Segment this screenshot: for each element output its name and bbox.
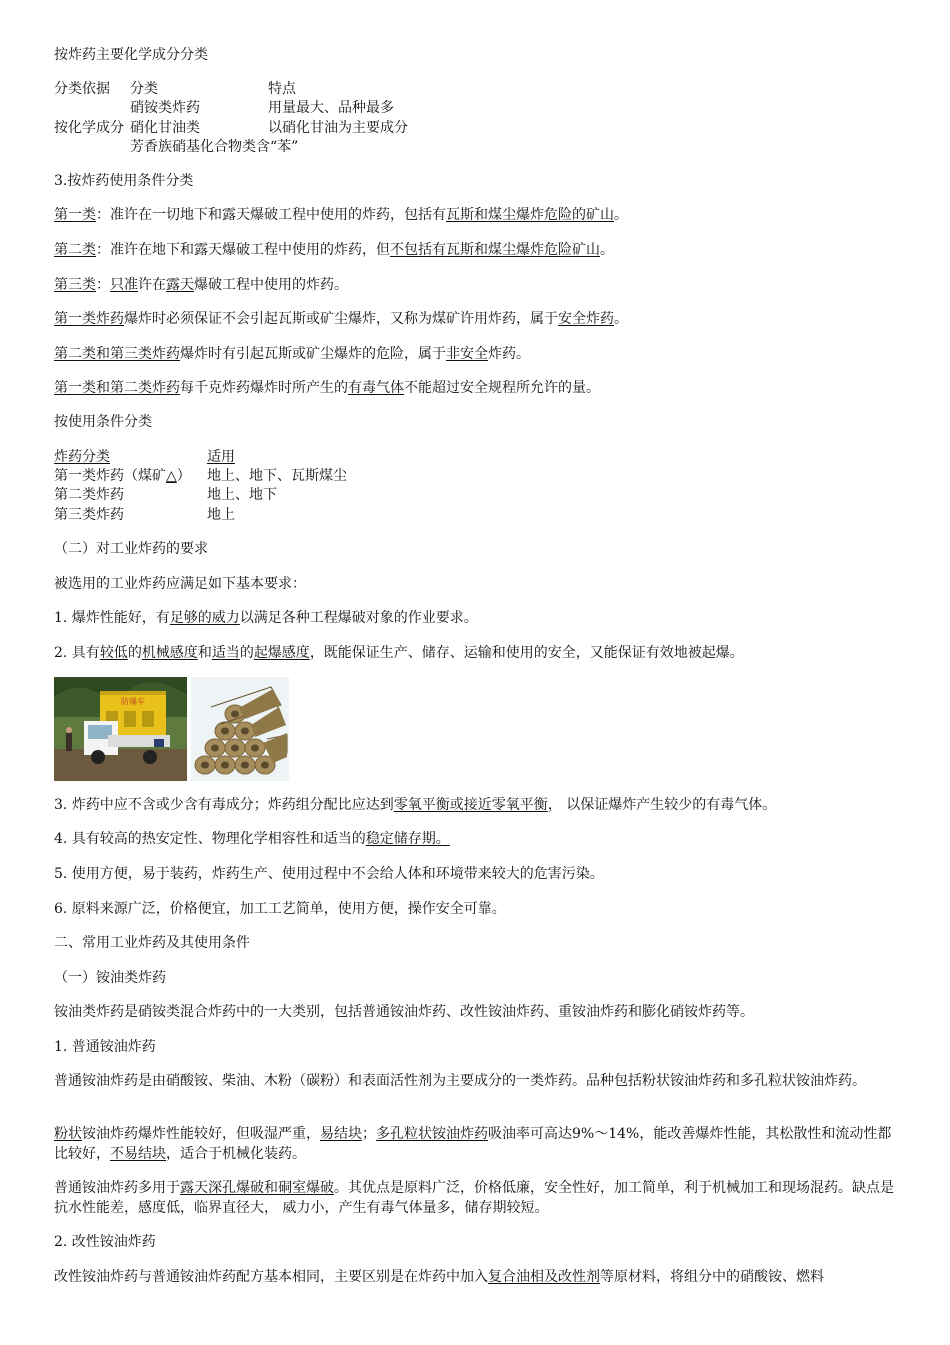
underlined-text: 第一类 <box>54 207 96 223</box>
explosive-cartridges-photo <box>191 677 289 781</box>
text: 不能超过安全规程所允许的量。 <box>404 380 600 396</box>
paragraph <box>54 1267 824 1287</box>
underlined-text: 第二类和第三类炸药 <box>54 346 180 362</box>
paragraph: 普通铵油炸药是由硝酸铵、柴油、木粉（碳粉）和表面活性剂为主要成分的一类炸药。品种包括粉状铵油炸药和多孔粒状铵油炸药。 <box>54 1073 866 1089</box>
paragraph <box>54 378 600 398</box>
text: 许在 <box>138 277 166 293</box>
table-cell: 地上、地下、瓦斯煤尘 <box>207 468 347 484</box>
text: ： <box>96 277 110 293</box>
table-cell: 第二类炸药 <box>54 487 124 503</box>
table-cell: 地上 <box>207 507 235 523</box>
section-title: 按使用条件分类 <box>54 414 152 430</box>
paragraph <box>54 1124 899 1164</box>
table-header-usage: 适用 <box>207 449 235 465</box>
text: 和 <box>197 645 212 661</box>
underlined-text: 不包括有瓦斯和煤尘爆炸危险矿山 <box>390 242 600 258</box>
section-title: 3.按炸药使用条件分类 <box>54 173 194 189</box>
text: 。 <box>614 207 628 223</box>
underlined-text: 机械感度 <box>141 645 198 661</box>
table-header-basis: 分类依据 <box>54 81 110 97</box>
table-cell: 硝铵类炸药 <box>130 100 200 116</box>
section-title: 二、常用工业炸药及其使用条件 <box>54 935 250 951</box>
underlined-text: 适当 <box>211 645 240 661</box>
underlined-text: 复合油相及改性剂 <box>488 1269 600 1285</box>
section-title: 按炸药主要化学成分分类 <box>54 47 208 63</box>
underlined-text: 多孔粒状铵油炸药 <box>376 1126 488 1142</box>
table-header-feature: 特点 <box>268 81 296 97</box>
text: ； <box>362 1126 376 1142</box>
text: ，适合于机械化装药。 <box>166 1146 306 1162</box>
underlined-text: 不易结块 <box>110 1146 166 1162</box>
text: 。 <box>600 242 614 258</box>
triangle-icon: △ <box>166 468 177 484</box>
text: 爆破工程中使用的炸药。 <box>194 277 348 293</box>
text: 3. 炸药中应不含或少含有毒成分；炸药组分配比应达到 <box>54 797 394 813</box>
text: 1. 爆炸性能好，有 <box>54 610 170 626</box>
underlined-text: 第三类 <box>54 277 96 293</box>
list-item: 5. 使用方便，易于装药，炸药生产、使用过程中不会给人体和环境带来较大的危害污染。 <box>54 866 604 882</box>
underlined-text: 露天 <box>166 277 194 293</box>
text: ：准许在地下和露天爆破工程中使用的炸药，但 <box>96 242 390 258</box>
table-cell: 硝化甘油类 <box>130 120 200 136</box>
text: 铵油炸药爆炸性能较好，但吸湿严重， <box>82 1126 320 1142</box>
text: 改性铵油炸药与普通铵油炸药配方基本相同，主要区别是在炸药中加入 <box>54 1269 488 1285</box>
text: 的 <box>127 645 142 661</box>
underlined-text: 第一类和第二类炸药 <box>54 380 180 396</box>
underlined-text: 粉状 <box>54 1126 82 1142</box>
table-cell: 第三类炸药 <box>54 507 124 523</box>
paragraph: 铵油类炸药是硝铵类混合炸药中的一大类别，包括普通铵油炸药、改性铵油炸药、重铵油炸药和膨化硝铵炸药等。 <box>54 1004 754 1020</box>
underlined-text: 较低 <box>99 645 128 661</box>
table-cell: 按化学成分 <box>54 120 124 136</box>
text: ， 以保证爆炸产生较少的有毒气体。 <box>547 797 777 813</box>
text: 。其优点是原料广泛，价格低廉，安全性好，加工简单，利于机械加工和现场混药。缺点是抗水性能差，感度低，临界直径大， 威力小，产生有毒气体量多，储存期较短。 <box>54 1180 894 1216</box>
paragraph <box>54 240 614 260</box>
table-header-type: 炸药分类 <box>54 449 110 465</box>
table-cell: 以硝化甘油为主要成分 <box>268 120 408 136</box>
section-title: （一）铵油类炸药 <box>54 970 166 986</box>
text: 爆炸时有引起瓦斯或矿尘爆炸的危险，属于 <box>180 346 446 362</box>
table-cell <box>54 466 191 486</box>
list-item <box>54 829 450 849</box>
table-cell: 地上、地下 <box>207 487 277 503</box>
section-title: 2. 改性铵油炸药 <box>54 1234 156 1250</box>
underlined-text: 瓦斯和煤尘爆炸危险的矿山 <box>446 207 614 223</box>
paragraph <box>54 309 628 329</box>
text: 4. 具有较高的热安定性、物理化学相容性和适当的 <box>54 831 366 847</box>
text: 炸药。 <box>488 346 530 362</box>
text: ，既能保证生产、储存、运输和使用的安全，又能保证有效地被起爆。 <box>309 645 744 661</box>
text: 普通铵油炸药多用于 <box>54 1180 180 1196</box>
text: 以满足各种工程爆破对象的作业要求。 <box>239 610 478 626</box>
section-title: 1. 普通铵油炸药 <box>54 1039 156 1055</box>
underlined-text: 足够的威力 <box>169 610 240 626</box>
underlined-text: 易结块 <box>320 1126 362 1142</box>
text: 的 <box>239 645 254 661</box>
section-title: （二）对工业炸药的要求 <box>54 541 208 557</box>
underlined-text: 第二类 <box>54 242 96 258</box>
underlined-text: 安全炸药 <box>558 311 614 327</box>
underlined-text: 露天深孔爆破和硐室爆破 <box>180 1180 334 1196</box>
paragraph <box>54 205 628 225</box>
underlined-text: 稳定储存期。 <box>365 831 450 847</box>
paragraph <box>54 1178 899 1218</box>
underlined-text: 只准 <box>110 277 138 293</box>
paragraph <box>54 344 530 364</box>
table-cell: 芳香族硝基化合物类含“苯” <box>130 139 299 155</box>
underlined-text: 第一类炸药 <box>54 311 124 327</box>
list-item <box>54 795 776 815</box>
text: 爆炸时必须保证不会引起瓦斯或矿尘爆炸，又称为煤矿许用炸药，属于 <box>124 311 558 327</box>
underlined-text: 非安全 <box>446 346 488 362</box>
text: ） <box>176 468 191 484</box>
list-item <box>54 608 478 628</box>
text: 吸油率可高达9%～14%，能改善爆炸性能，其松散性和流动性都比较好， <box>54 1126 892 1162</box>
truck-sign: 防爆车 <box>121 697 145 706</box>
paragraph <box>54 275 348 295</box>
text: 等原材料，将组分中的硝酸铵、燃料 <box>600 1269 824 1285</box>
explosive-truck-photo <box>54 677 187 781</box>
table-cell: 用量最大、品种最多 <box>268 100 394 116</box>
text: ：准许在一切地下和露天爆破工程中使用的炸药，包括有 <box>96 207 446 223</box>
text: 每千克炸药爆炸时所产生的 <box>180 380 348 396</box>
table-header-class: 分类 <box>130 81 158 97</box>
list-item <box>54 643 744 663</box>
underlined-text: 有毒气体 <box>348 380 404 396</box>
paragraph: 被选用的工业炸药应满足如下基本要求： <box>54 576 306 592</box>
list-item: 6. 原料来源广泛，价格便宜，加工工艺简单，使用方便，操作安全可靠。 <box>54 901 506 917</box>
text: 。 <box>614 311 628 327</box>
underlined-text: 零氧平衡或接近零氧平衡 <box>393 797 548 813</box>
underlined-text: 起爆感度 <box>253 645 310 661</box>
text: 第一类炸药（煤矿 <box>54 468 166 484</box>
text: 2. 具有 <box>54 645 100 661</box>
